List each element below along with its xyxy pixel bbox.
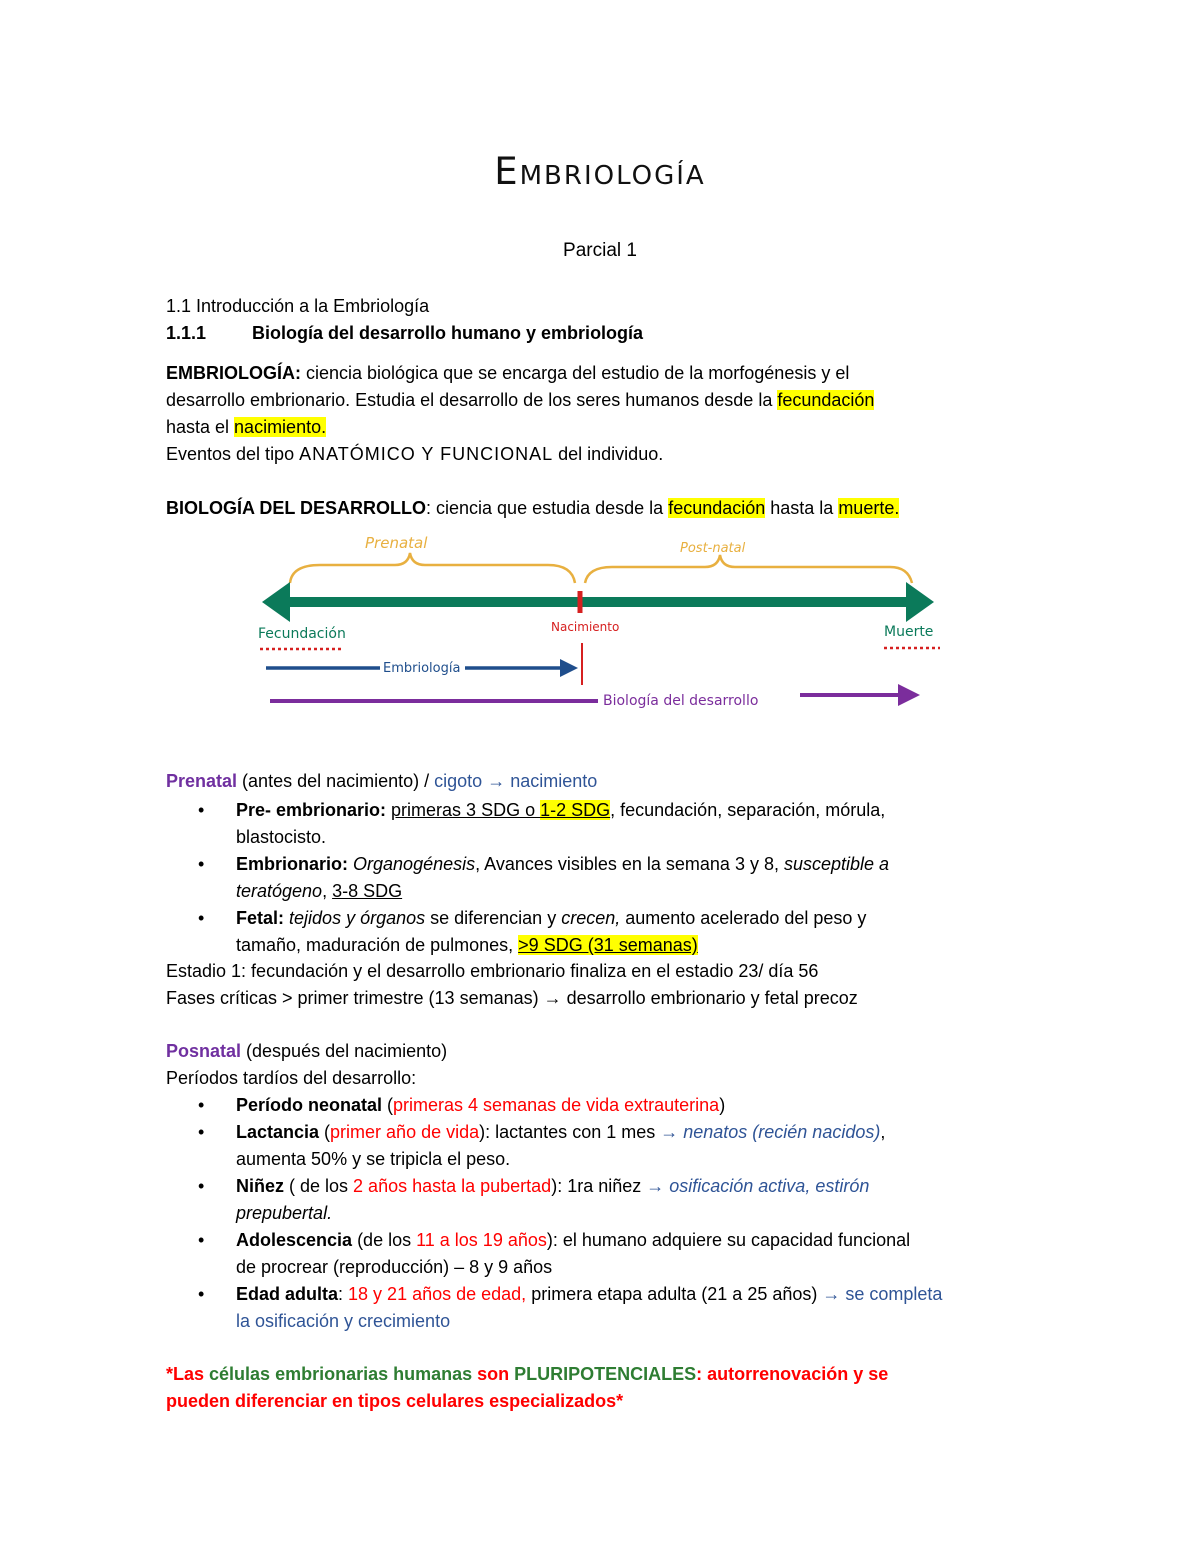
list-item-continuation: prepubertal. — [236, 1203, 333, 1223]
red-span: 18 y 21 años de edad, — [348, 1284, 527, 1304]
postnatal-brace — [585, 555, 912, 583]
list-item-continuation — [236, 932, 1056, 959]
text-span: ): el humano adquiere su capacidad funcional — [546, 1230, 911, 1250]
estadio-line: Estadio 1: fecundación y el desarrollo embrionario finaliza en el estadio 23/ día 56 — [166, 961, 819, 981]
bullet-icon: • — [198, 1230, 205, 1250]
subsection-number: 1.1.1 — [166, 323, 207, 343]
text-span: Eventos del tipo — [166, 444, 300, 464]
highlight-fecundacion-2: fecundación — [668, 498, 766, 518]
text-span: , — [322, 881, 333, 901]
text-span: : lactantes con 1 mes — [485, 1122, 661, 1142]
embriologia-definition-line1 — [166, 360, 1066, 387]
biologia-arrowhead — [898, 684, 920, 706]
term: Edad adulta — [236, 1284, 339, 1304]
note-fragment: *Las — [166, 1364, 210, 1384]
list-item-ninez — [236, 1173, 1056, 1200]
term: Pre- embrionario: — [236, 800, 387, 820]
prenatal-heading — [166, 768, 1066, 795]
text-span: (antes del nacimiento) / — [237, 771, 435, 791]
text-span: , Avances visibles en la semana 3 y 8, — [475, 854, 784, 874]
nacimiento-label: Nacimiento — [551, 620, 620, 634]
note-fragment: PLURIPOTENCIALES — [514, 1364, 697, 1384]
note-red-span: : autorrenovación y se — [696, 1364, 889, 1384]
highlight-fecundacion: fecundación — [777, 390, 875, 410]
fecundacion-label: Fecundación — [258, 626, 346, 642]
subsection-title: Biología del desarrollo humano y embriología — [252, 323, 644, 343]
embriologia-label: Embriología — [383, 661, 461, 676]
timeline-diagram — [0, 525, 1200, 725]
blue-span: → osificación activa, estirón — [646, 1176, 870, 1196]
list-item-preembrionario — [236, 797, 1056, 824]
highlight-span: >9 SDG (31 semanas) — [518, 935, 698, 955]
list-item-continuation: aumenta 50% y se tripicla el peso. — [236, 1149, 511, 1169]
text-span-blue: cigoto → nacimiento — [434, 771, 598, 791]
highlight-span: 1-2 SDG — [540, 800, 611, 820]
list-item-continuation: de procrear (reproducción) – 8 y 9 años — [236, 1257, 553, 1277]
text-span: (de los — [352, 1230, 417, 1250]
embriologia-definition-line2 — [166, 387, 1066, 414]
prenatal-label: Prenatal — [365, 534, 428, 552]
note-fragment: son — [472, 1364, 515, 1384]
text-span: tamaño, maduración de pulmones, — [236, 935, 519, 955]
note-fragment: células embrionarias humanas — [209, 1364, 473, 1384]
red-span: 2 años hasta la pubertad — [353, 1176, 552, 1196]
bullet-icon: • — [198, 1284, 205, 1304]
underlined-span: 3-8 SDG — [332, 881, 403, 901]
document-title: Embriología — [494, 150, 706, 193]
text-span: aumento acelerado del peso y — [620, 908, 867, 928]
list-item-fetal — [236, 905, 1056, 932]
list-item-continuation: blastocisto. — [236, 827, 327, 847]
italic-span: teratógeno — [236, 881, 323, 901]
term: Lactancia — [236, 1122, 320, 1142]
term: Embrionario: — [236, 854, 349, 874]
bullet-icon: • — [198, 1122, 205, 1142]
bullet-icon: • — [198, 854, 205, 874]
blue-span: → se completa — [822, 1284, 943, 1304]
list-item-continuation — [236, 878, 1056, 905]
text-span: hasta el — [166, 417, 235, 437]
bullet-icon: • — [198, 800, 205, 820]
list-item-embrionario — [236, 851, 1056, 878]
list-item-lactancia: Lactancia (primer año de vida): lactantes con 1 mes → nenatos (recién nacidos), — [236, 1122, 886, 1142]
text-span: , fecundación, separación, mórula, — [610, 800, 886, 820]
periodos-line: Períodos tardíos del desarrollo: — [166, 1068, 417, 1088]
red-span: primeras 4 semanas de vida extrauterina — [393, 1095, 720, 1115]
text-span: primera etapa adulta (21 a 25 años) — [526, 1284, 823, 1304]
bullet-icon: • — [198, 1176, 205, 1196]
text-span: ciencia biológica que se encarga del estudio de la morfogénesis y el — [301, 363, 850, 383]
red-span: primer año de vida — [330, 1122, 480, 1142]
postnatal-label: Post-natal — [680, 541, 746, 556]
note-line1 — [166, 1361, 1066, 1388]
text-span: (después del nacimiento) — [241, 1041, 448, 1061]
fases-line: Fases críticas > primer trimestre (13 semanas) → desarrollo embrionario y fetal precoz — [166, 988, 858, 1008]
note-line2: pueden diferenciar en tipos celulares especializados* — [166, 1391, 624, 1411]
embriologia-definition-line4 — [166, 441, 1066, 468]
section-title: Introducción a la Embriología — [196, 296, 430, 316]
text-span: hasta la — [765, 498, 839, 518]
embriologia-arrowhead — [560, 659, 578, 677]
muerte-label: Muerte — [884, 624, 934, 640]
right-arrowhead — [906, 582, 934, 622]
note-green-span — [166, 1364, 696, 1384]
embriologia-term: EMBRIOLOGÍA: — [166, 363, 301, 383]
highlight-nacimiento: nacimiento. — [234, 417, 327, 437]
text-span: ( de los — [284, 1176, 354, 1196]
red-span: 11 a los 19 años — [416, 1230, 547, 1250]
posnatal-term: Posnatal — [166, 1041, 242, 1061]
left-arrowhead — [262, 582, 290, 622]
prenatal-brace — [290, 553, 575, 583]
posnatal-heading — [166, 1038, 1066, 1065]
blue-span: → nenatos (recién nacidos) — [660, 1122, 881, 1142]
biologia-label: Biología del desarrollo — [603, 693, 759, 709]
embriologia-definition-line3 — [166, 414, 1066, 441]
biologia-term: BIOLOGÍA DEL DESARROLLO — [166, 498, 427, 518]
italic-span: tejidos y órganos — [289, 908, 426, 928]
highlight-muerte: muerte. — [838, 498, 900, 518]
bullet-icon: • — [198, 908, 205, 928]
text-span: : ciencia que estudia desde la — [426, 498, 669, 518]
text-span: ): 1ra niñez — [551, 1176, 647, 1196]
subsection-heading — [166, 320, 1066, 347]
biologia-definition — [166, 495, 1066, 522]
term: Niñez — [236, 1176, 285, 1196]
list-item-adolescencia — [236, 1227, 1056, 1254]
section-heading — [166, 293, 1066, 320]
italic-span: Organogénesis — [353, 854, 476, 874]
text-span: desarrollo embrionario. Estudia el desarrollo de los seres humanos desde la — [166, 390, 778, 410]
underlined-span: primeras 3 SDG o — [391, 800, 541, 820]
text-span: del individuo. — [553, 444, 664, 464]
section-number: 1.1 — [166, 296, 192, 316]
term: Adolescencia — [236, 1230, 353, 1250]
document-subtitle: Parcial 1 — [563, 240, 637, 261]
term: Fetal: — [236, 908, 285, 928]
prenatal-term: Prenatal — [166, 771, 238, 791]
term: Período neonatal — [236, 1095, 383, 1115]
list-item-continuation: la osificación y crecimiento — [236, 1311, 451, 1331]
list-item-edad-adulta: Edad adulta: 18 y 21 años de edad, primera etapa adulta (21 a 25 años) → se completa — [236, 1284, 943, 1304]
list-item-neonatal: Período neonatal (primeras 4 semanas de vida extrauterina) — [236, 1095, 726, 1115]
bullet-icon: • — [198, 1095, 205, 1115]
italic-span: susceptible a — [783, 854, 890, 874]
text-span: se diferencian y — [425, 908, 562, 928]
italic-span: crecen, — [561, 908, 621, 928]
text-span-caps: ANATÓMICO Y FUNCIONAL — [299, 444, 554, 464]
